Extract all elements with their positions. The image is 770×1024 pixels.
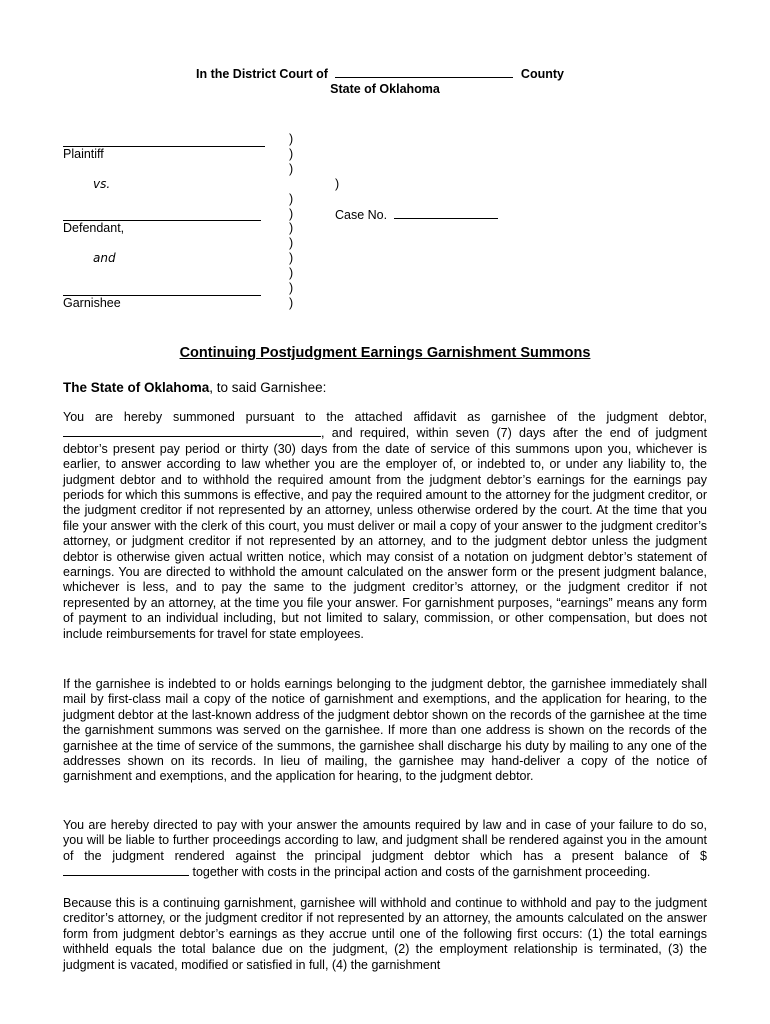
caption-paren: ) (289, 251, 294, 265)
p1-text-after: , and required, within seven (7) days after the end of judgment debtor’s present pay period or thirty (30) days from the date of service of this summons upon you, whichever is earlier, to answer according to law whether you are the employer of, or indebted to, or under any liability to, the judgment debtor and to withhold the required amount from the judgment debtor’s earnings for the earnings pay periods for which this summons is effective, and pay the required amount to the attorney for the judgment creditor, or the judgment creditor if not represented by an attorney, unless otherwise ordered by the court. At the time that you file your answer with the clerk of this court, you must deliver or mail a copy of your answer to the judgment creditor’s attorney, or judgment creditor if not represented by an attorney, and to the judgment debtor unless the judgment debtor is otherwise given actual written notice, which may consist of a notation on judgment debtor’s statement of earnings. You are directed to withhold the amount calculated on the answer form or the present judgment balance, whichever is less, and to pay the same to the judgment creditor’s attorney, or the judgment creditor if not represented by an attorney, at the time you file your answer. For garnishment purposes, “earnings” means any form of payment to an individual including, but not limited to salary, commission, or other compensation, but does not include reimbursements for travel for state employees. (63, 426, 707, 641)
vs-label: vs. (93, 177, 111, 191)
caption-paren: ) (289, 132, 294, 146)
caption-paren: ) (289, 281, 294, 295)
state-header: State of Oklahoma (330, 82, 440, 96)
p1-text-before: You are hereby summoned pursuant to the attached affidavit as garnishee of the judgment debtor, (63, 410, 707, 424)
caption-paren: ) (289, 192, 294, 206)
salutation-state: The State of Oklahoma (63, 380, 210, 395)
caption-paren: ) (289, 221, 294, 235)
caption-paren: ) (289, 236, 294, 250)
p3-text-before: You are hereby directed to pay with your answer the amounts required by law and in case of your failure to do so, you will be liable to further proceedings according to law, and judgment shall be rendered against you in the amount of the judgment rendered against the principal judgment debtor which has a present balance of $ (63, 818, 707, 863)
caption-paren: ) (289, 162, 294, 176)
caption-paren-mid: ) (335, 177, 340, 191)
salutation-rest: , to said Garnishee: (209, 380, 327, 395)
garnishee-label: Garnishee (63, 296, 121, 310)
court-prefix: In the District Court of (196, 67, 328, 81)
paragraph-summons (63, 410, 707, 642)
caption-paren: ) (289, 147, 294, 161)
caption-paren: ) (289, 296, 294, 310)
county-blank (335, 66, 513, 78)
and-label: and (93, 251, 116, 265)
case-no-blank (394, 207, 498, 219)
balance-blank (63, 864, 189, 876)
case-no-label: Case No. (335, 208, 388, 222)
document-title: Continuing Postjudgment Earnings Garnishment Summons (179, 345, 591, 361)
caption-paren: ) (289, 207, 294, 221)
caption-paren: ) (289, 266, 294, 280)
paragraph-continuing: Because this is a continuing garnishment, garnishee will withhold and continue to withhold and pay to the judgment creditor’s attorney, or the judgment creditor if not represented by an attorney, the amounts calculated on the answer form from judgment debtor’s earnings as they accrue until one of the following first occurs: (1) the total earnings withheld equals the total balance due on the judgment, (2) the employment relationship is terminated, (3) the judgment is vacated, modified or satisfied in full, (4) the garnishment (63, 896, 707, 972)
case-number-line (335, 207, 498, 223)
court-suffix: County (520, 67, 564, 81)
salutation (63, 379, 326, 396)
judgment-debtor-blank (63, 425, 321, 437)
paragraph-mailing: If the garnishee is indebted to or holds earnings belonging to the judgment debtor, the garnishee immediately shall mail by first-class mail a copy of the notice of garnishment and exemptions, and the application for hearing, to the judgment debtor at the last-known address of the judgment debtor shown on the records of the garnishee at the time the garnishment summons was served on the garnishee. If more than one address is shown on the records of the garnishee at the time of service of the summons, the garnishee shall discharge his duty by mailing to any one of the addresses shown on its records. In lieu of mailing, the garnishee may hand-deliver a copy of the notice of garnishment and exemptions, and the application for hearing, to the judgment debtor. (63, 677, 707, 784)
p3-text-after: together with costs in the principal action and costs of the garnishment proceeding. (189, 865, 651, 880)
plaintiff-label: Plaintiff (63, 147, 104, 161)
defendant-label: Defendant, (63, 221, 125, 235)
paragraph-liability (63, 818, 707, 881)
court-header-line (196, 66, 564, 82)
